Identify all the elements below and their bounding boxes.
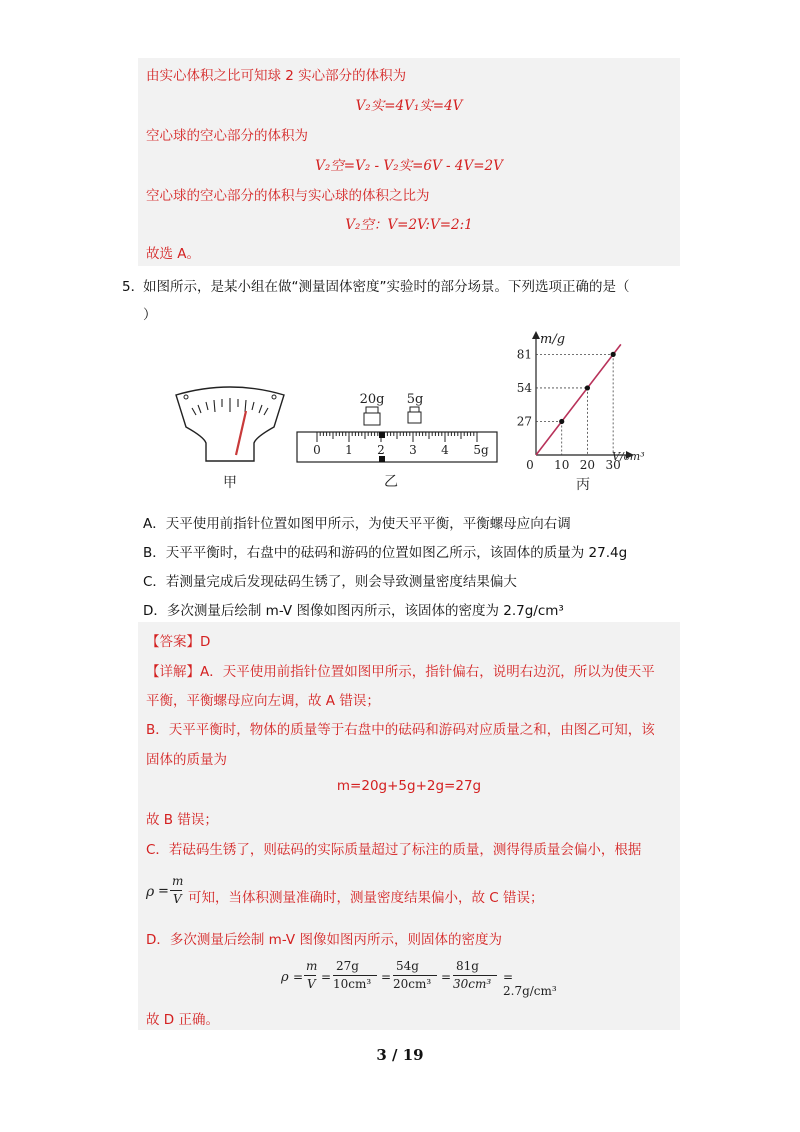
solution-line: 故选 A。 (146, 246, 201, 262)
rider-scale-figure (295, 390, 500, 490)
figure-label-yi: 乙 (384, 474, 398, 490)
question-text-cont: ） (143, 307, 157, 323)
equation: V₂实=4V₁实=4V (355, 98, 463, 114)
detail-line: 固体的质量为 (146, 752, 227, 768)
detail-line: D．多次测量后绘制 m-V 图像如图丙所示，则固体的密度为 (146, 932, 502, 948)
y-tick-label: 81 (516, 347, 532, 362)
solution-block-top (138, 58, 680, 266)
equation-mass: m=20g+5g+2g=27g (336, 778, 482, 794)
x-axis-label: V/cm³ (612, 450, 645, 463)
balance-pointer-figure (170, 385, 290, 490)
mv-graph-figure (508, 325, 658, 495)
data-point (585, 385, 590, 390)
frac-numerator: m (172, 874, 184, 888)
detail-line: B．天平平衡时，物体的质量等于右盘中的砝码和游码对应质量之和，由图乙可知，该 (146, 722, 655, 738)
answer-label: 【答案】D (146, 634, 211, 650)
question-number: 5． (122, 279, 145, 295)
equation: V₂空：V=2V:V=2:1 (345, 217, 473, 233)
detail-line: 【详解】A．天平使用前指针位置如图甲所示，指针偏右，说明右边沉，所以为使天平 (146, 664, 655, 680)
solution-line: 空心球的空心部分的体积为 (146, 128, 308, 144)
data-point (611, 352, 616, 357)
y-tick-label: 27 (516, 414, 532, 429)
tick-label: 3 (409, 443, 417, 457)
option-b: B．天平平衡时，右盘中的砝码和游码的位置如图乙所示，该固体的质量为 27.4g (143, 545, 628, 561)
rider-top (379, 432, 385, 438)
detail-line: 平衡，平衡螺母应向左调，故 A 错误； (146, 693, 380, 709)
x-tick-label: 0 (526, 458, 534, 472)
tick-label: 4 (441, 443, 449, 457)
pointer-needle (236, 411, 246, 455)
tick-label: 5g (473, 443, 489, 457)
data-point (559, 419, 564, 424)
solution-line: 空心球的空心部分的体积与实心球的体积之比为 (146, 188, 430, 204)
page-number: 3 / 19 (376, 1046, 424, 1064)
rho-symbol: ρ (146, 884, 155, 900)
series-line (536, 344, 621, 455)
tick-label: 0 (313, 443, 321, 457)
question-text: 如图所示，是某小组在做“测量固体密度”实验时的部分场景。下列选项正确的是（ (143, 279, 630, 295)
detail-line: 故 B 错误； (146, 812, 218, 828)
weight-5g-label: 5g (406, 392, 424, 407)
frac-denominator: V (173, 892, 182, 906)
option-a: A．天平使用前指针位置如图甲所示，为使天平平衡，平衡螺母应向右调 (143, 516, 571, 532)
tick-label: 2 (377, 443, 385, 457)
density-equation: ρ = m V = 27g 10cm³ = 54g 20cm³ = 81g 30cm³ = 2.7g/cm³ (281, 959, 557, 998)
option-c: C．若测量完成后发现砝码生锈了，则会导致测量密度结果偏大 (143, 574, 517, 590)
x-tick-label: 30 (605, 458, 621, 472)
x-tick-label: 10 (554, 458, 570, 472)
figure-label-bing: 丙 (576, 477, 590, 493)
y-axis-label: m/g (540, 332, 566, 347)
option-d: D．多次测量后绘制 m-V 图像如图丙所示，该固体的密度为 2.7g/cm³ (143, 603, 564, 619)
detail-line: 可知，当体积测量准确时，测量密度结果偏小，故 C 错误； (188, 890, 544, 906)
figure-label-jia: 甲 (223, 475, 237, 490)
equation: V₂空=V₂ - V₂实=6V - 4V=2V (315, 158, 503, 174)
detail-line: 故 D 正确。 (146, 1012, 219, 1028)
weight-20g-label: 20g (359, 392, 385, 407)
tick-label: 1 (345, 443, 353, 457)
detail-line: C．若砝码生锈了，则砝码的实际质量超过了标注的质量，测得得质量会偏小，根据 (146, 842, 642, 858)
x-tick-label: 20 (579, 458, 596, 472)
y-tick-label: 54 (516, 380, 532, 395)
solution-line: 由实心体积之比可知球 2 实心部分的体积为 (146, 68, 407, 84)
solution-block-answer: 【答案】D 【详解】A．天平使用前指针位置如图甲所示，指针偏右，说明右边沉，所以为使天平 平衡，平衡螺母应向左调，故 A 错误； B．天平平衡时，物体的质量等于右盘中的砝码和游码对应质量之和，由图乙可知，该 固体的质量为 m=20g+5g+2g=27g 故 B 错误； C．若砝码生锈了，则砝码的实际质量超过了标注的质量，测得得质量会偏小，根据 ρ = m V 可知，当体积测量准确时，测量密度结果偏小，故 C 错误； D．多次测量后绘制 m-V 图像如图丙所示，则固体的密度为 ρ = m V = 27g 10cm³ = 54g 20cm³ = 81g 30cm³ = 2.7g/cm³ 故 D 正确。 (138, 622, 680, 1030)
